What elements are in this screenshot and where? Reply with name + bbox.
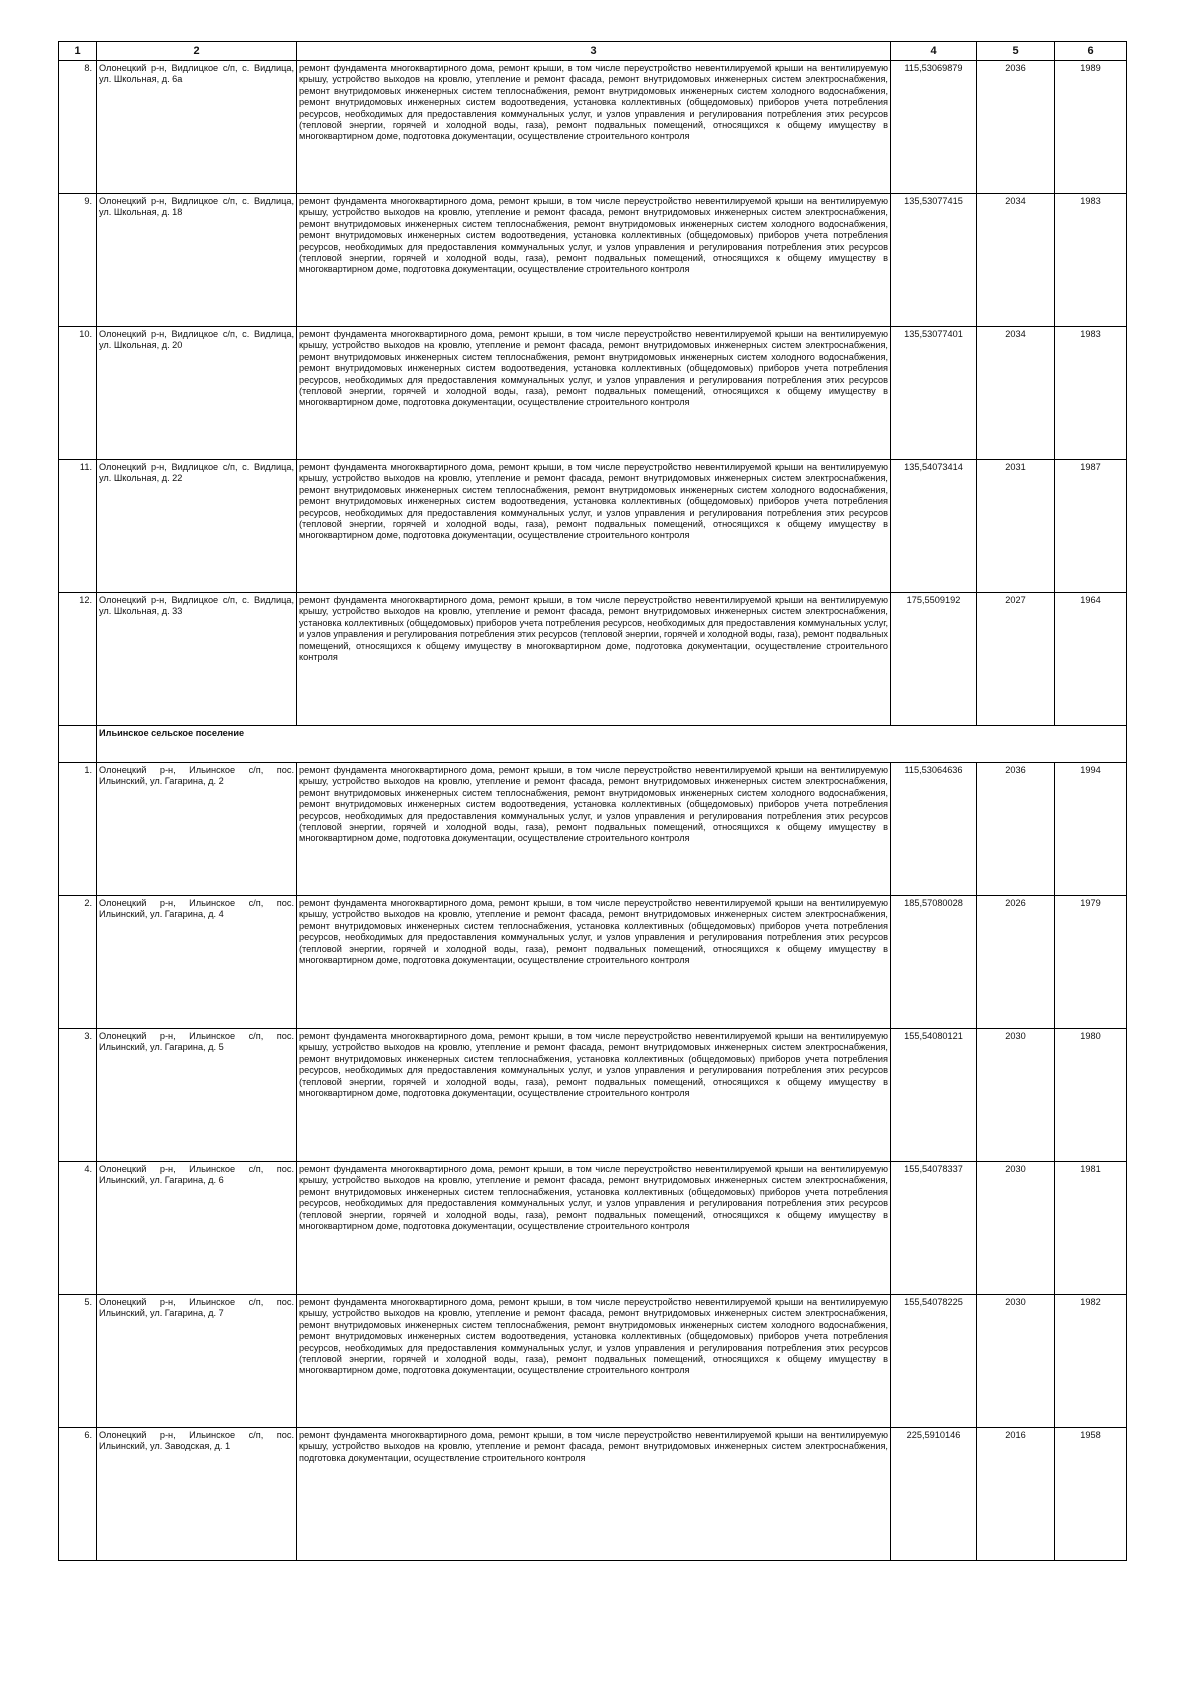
section-title: Ильинское сельское поселение xyxy=(97,726,1127,763)
row-value-4: 135,54073414 xyxy=(891,460,977,593)
table-row xyxy=(59,327,1127,460)
row-value-5: 2030 xyxy=(977,1162,1055,1295)
row-value-5: 2027 xyxy=(977,593,1055,726)
row-value-5: 2034 xyxy=(977,327,1055,460)
column-number-header-row xyxy=(59,42,1127,61)
row-number: 8. xyxy=(59,61,97,194)
row-value-4: 155,54078337 xyxy=(891,1162,977,1295)
row-address: Олонецкий р-н, Ильинское с/п, пос. Ильинский, ул. Гагарина, д. 5 xyxy=(97,1029,297,1162)
table-row xyxy=(59,1295,1127,1428)
row-value-6: 1964 xyxy=(1055,593,1127,726)
column-header-3: 3 xyxy=(297,42,891,61)
row-number: 1. xyxy=(59,763,97,896)
row-value-4: 135,53077415 xyxy=(891,194,977,327)
column-header-4: 4 xyxy=(891,42,977,61)
row-value-5: 2036 xyxy=(977,763,1055,896)
section-header-row xyxy=(59,726,1127,763)
row-value-4: 175,5509192 xyxy=(891,593,977,726)
row-works: ремонт фундамента многоквартирного дома, ремонт крыши, в том числе переустройство невентилируемой крыши на вентилируемую крышу, устройство выходов на кровлю, утепление и ремонт фасада, ремонт внутридомовых инженерных систем электроснабжения, ремонт внутридомовых инженерных систем теплоснабжения, ремонт внутридомовых инженерных систем холодного водоснабжения, ремонт внутридомовых инженерных систем водоотведения, установка коллективных (общедомовых) приборов учета потребления ресурсов, необходимых для предоставления коммунальных услуг, и узлов управления и регулирования потребления этих ресурсов (тепловой энергии, горячей и холодной воды, газа), ремонт подвальных помещений, относящихся к общему имуществу в многоквартирном доме, подготовка документации, осуществление строительного контроля xyxy=(297,460,891,593)
row-value-5: 2031 xyxy=(977,460,1055,593)
column-header-6: 6 xyxy=(1055,42,1127,61)
row-value-6: 1987 xyxy=(1055,460,1127,593)
row-value-5: 2026 xyxy=(977,896,1055,1029)
row-address: Олонецкий р-н, Видлицкое с/п, с. Видлица, ул. Школьная, д. 18 xyxy=(97,194,297,327)
column-header-5: 5 xyxy=(977,42,1055,61)
row-number: 5. xyxy=(59,1295,97,1428)
row-address: Олонецкий р-н, Ильинское с/п, пос. Ильинский, ул. Гагарина, д. 4 xyxy=(97,896,297,1029)
table-row xyxy=(59,194,1127,327)
row-value-4: 155,54080121 xyxy=(891,1029,977,1162)
row-works: ремонт фундамента многоквартирного дома, ремонт крыши, в том числе переустройство невентилируемой крыши на вентилируемую крышу, устройство выходов на кровлю, утепление и ремонт фасада, ремонт внутридомовых инженерных систем электроснабжения, ремонт внутридомовых инженерных систем теплоснабжения, установка коллективных (общедомовых) приборов учета потребления ресурсов, необходимых для предоставления коммунальных услуг, и узлов управления и регулирования потребления этих ресурсов (тепловой энергии, горячей и холодной воды, газа), ремонт подвальных помещений, относящихся к общему имуществу в многоквартирном доме, подготовка документации, осуществление строительного контроля xyxy=(297,896,891,1029)
table-row xyxy=(59,593,1127,726)
row-works: ремонт фундамента многоквартирного дома, ремонт крыши, в том числе переустройство невентилируемой крыши на вентилируемую крышу, устройство выходов на кровлю, утепление и ремонт фасада, ремонт внутридомовых инженерных систем электроснабжения, ремонт внутридомовых инженерных систем теплоснабжения, ремонт внутридомовых инженерных систем холодного водоснабжения, ремонт внутридомовых инженерных систем водоотведения, установка коллективных (общедомовых) приборов учета потребления ресурсов, необходимых для предоставления коммунальных услуг, и узлов управления и регулирования потребления этих ресурсов (тепловой энергии, горячей и холодной воды, газа), ремонт подвальных помещений, относящихся к общему имуществу в многоквартирном доме, подготовка документации, осуществление строительного контроля xyxy=(297,763,891,896)
row-number: 3. xyxy=(59,1029,97,1162)
register-table xyxy=(58,41,1127,1561)
row-address: Олонецкий р-н, Видлицкое с/п, с. Видлица, ул. Школьная, д. 22 xyxy=(97,460,297,593)
row-value-5: 2016 xyxy=(977,1428,1055,1561)
row-number: 12. xyxy=(59,593,97,726)
row-address: Олонецкий р-н, Ильинское с/п, пос. Ильинский, ул. Гагарина, д. 6 xyxy=(97,1162,297,1295)
row-value-6: 1981 xyxy=(1055,1162,1127,1295)
row-value-6: 1979 xyxy=(1055,896,1127,1029)
row-works: ремонт фундамента многоквартирного дома, ремонт крыши, в том числе переустройство невентилируемой крыши на вентилируемую крышу, устройство выходов на кровлю, утепление и ремонт фасада, ремонт внутридомовых инженерных систем электроснабжения, ремонт внутридомовых инженерных систем теплоснабжения, ремонт внутридомовых инженерных систем холодного водоснабжения, ремонт внутридомовых инженерных систем водоотведения, установка коллективных (общедомовых) приборов учета потребления ресурсов, необходимых для предоставления коммунальных услуг, и узлов управления и регулирования потребления этих ресурсов (тепловой энергии, горячей и холодной воды, газа), ремонт подвальных помещений, относящихся к общему имуществу в многоквартирном доме, подготовка документации, осуществление строительного контроля xyxy=(297,1295,891,1428)
row-value-4: 115,53064636 xyxy=(891,763,977,896)
row-address: Олонецкий р-н, Ильинское с/п, пос. Ильинский, ул. Гагарина, д. 7 xyxy=(97,1295,297,1428)
row-value-6: 1958 xyxy=(1055,1428,1127,1561)
column-header-2: 2 xyxy=(97,42,297,61)
row-value-6: 1983 xyxy=(1055,327,1127,460)
row-works: ремонт фундамента многоквартирного дома, ремонт крыши, в том числе переустройство невентилируемой крыши на вентилируемую крышу, устройство выходов на кровлю, утепление и ремонт фасада, ремонт внутридомовых инженерных систем электроснабжения, ремонт внутридомовых инженерных систем теплоснабжения, ремонт внутридомовых инженерных систем холодного водоснабжения, ремонт внутридомовых инженерных систем водоотведения, установка коллективных (общедомовых) приборов учета потребления ресурсов, необходимых для предоставления коммунальных услуг, и узлов управления и регулирования потребления этих ресурсов (тепловой энергии, горячей и холодной воды, газа), ремонт подвальных помещений, относящихся к общему имуществу в многоквартирном доме, подготовка документации, осуществление строительного контроля xyxy=(297,327,891,460)
row-address: Олонецкий р-н, Ильинское с/п, пос. Ильинский, ул. Гагарина, д. 2 xyxy=(97,763,297,896)
row-value-6: 1994 xyxy=(1055,763,1127,896)
row-address: Олонецкий р-н, Видлицкое с/п, с. Видлица, ул. Школьная, д. 20 xyxy=(97,327,297,460)
row-works: ремонт фундамента многоквартирного дома, ремонт крыши, в том числе переустройство невентилируемой крыши на вентилируемую крышу, устройство выходов на кровлю, утепление и ремонт фасада, ремонт внутридомовых инженерных систем электроснабжения, установка коллективных (общедомовых) приборов учета потребления ресурсов, необходимых для предоставления коммунальных услуг, и узлов управления и регулирования потребления этих ресурсов (тепловой энергии, горячей и холодной воды, газа), ремонт подвальных помещений, относящихся к общему имуществу в многоквартирном доме, подготовка документации, осуществление строительного контроля xyxy=(297,593,891,726)
row-works: ремонт фундамента многоквартирного дома, ремонт крыши, в том числе переустройство невентилируемой крыши на вентилируемую крышу, устройство выходов на кровлю, утепление и ремонт фасада, ремонт внутридомовых инженерных систем электроснабжения, подготовка документации, осуществление строительного контроля xyxy=(297,1428,891,1561)
table-row xyxy=(59,1029,1127,1162)
row-number: 9. xyxy=(59,194,97,327)
table-row xyxy=(59,1428,1127,1561)
table-row xyxy=(59,896,1127,1029)
row-value-6: 1983 xyxy=(1055,194,1127,327)
row-value-5: 2030 xyxy=(977,1029,1055,1162)
row-works: ремонт фундамента многоквартирного дома, ремонт крыши, в том числе переустройство невентилируемой крыши на вентилируемую крышу, устройство выходов на кровлю, утепление и ремонт фасада, ремонт внутридомовых инженерных систем электроснабжения, ремонт внутридомовых инженерных систем теплоснабжения, ремонт внутридомовых инженерных систем холодного водоснабжения, ремонт внутридомовых инженерных систем водоотведения, установка коллективных (общедомовых) приборов учета потребления ресурсов, необходимых для предоставления коммунальных услуг, и узлов управления и регулирования потребления этих ресурсов (тепловой энергии, горячей и холодной воды, газа), ремонт подвальных помещений, относящихся к общему имуществу в многоквартирном доме, подготовка документации, осуществление строительного контроля xyxy=(297,61,891,194)
row-value-5: 2034 xyxy=(977,194,1055,327)
table-row xyxy=(59,763,1127,896)
row-value-4: 225,5910146 xyxy=(891,1428,977,1561)
row-address: Олонецкий р-н, Видлицкое с/п, с. Видлица, ул. Школьная, д. 6а xyxy=(97,61,297,194)
row-number: 2. xyxy=(59,896,97,1029)
row-value-5: 2036 xyxy=(977,61,1055,194)
row-works: ремонт фундамента многоквартирного дома, ремонт крыши, в том числе переустройство невентилируемой крыши на вентилируемую крышу, устройство выходов на кровлю, утепление и ремонт фасада, ремонт внутридомовых инженерных систем электроснабжения, ремонт внутридомовых инженерных систем теплоснабжения, установка коллективных (общедомовых) приборов учета потребления ресурсов, необходимых для предоставления коммунальных услуг, и узлов управления и регулирования потребления этих ресурсов (тепловой энергии, горячей и холодной воды, газа), ремонт подвальных помещений, относящихся к общему имуществу в многоквартирном доме, подготовка документации, осуществление строительного контроля xyxy=(297,1162,891,1295)
table-row xyxy=(59,1162,1127,1295)
row-value-6: 1989 xyxy=(1055,61,1127,194)
register-table-sheet xyxy=(58,41,1126,1561)
row-number: 10. xyxy=(59,327,97,460)
row-value-6: 1980 xyxy=(1055,1029,1127,1162)
row-number: 6. xyxy=(59,1428,97,1561)
row-value-4: 115,53069879 xyxy=(891,61,977,194)
section-number-cell xyxy=(59,726,97,763)
row-number: 4. xyxy=(59,1162,97,1295)
column-header-1: 1 xyxy=(59,42,97,61)
table-row xyxy=(59,61,1127,194)
row-value-6: 1982 xyxy=(1055,1295,1127,1428)
row-value-5: 2030 xyxy=(977,1295,1055,1428)
row-address: Олонецкий р-н, Ильинское с/п, пос. Ильинский, ул. Заводская, д. 1 xyxy=(97,1428,297,1561)
row-number: 11. xyxy=(59,460,97,593)
row-value-4: 185,57080028 xyxy=(891,896,977,1029)
row-value-4: 155,54078225 xyxy=(891,1295,977,1428)
row-works: ремонт фундамента многоквартирного дома, ремонт крыши, в том числе переустройство невентилируемой крыши на вентилируемую крышу, устройство выходов на кровлю, утепление и ремонт фасада, ремонт внутридомовых инженерных систем электроснабжения, ремонт внутридомовых инженерных систем теплоснабжения, ремонт внутридомовых инженерных систем холодного водоснабжения, ремонт внутридомовых инженерных систем водоотведения, установка коллективных (общедомовых) приборов учета потребления ресурсов, необходимых для предоставления коммунальных услуг, и узлов управления и регулирования потребления этих ресурсов (тепловой энергии, горячей и холодной воды, газа), ремонт подвальных помещений, относящихся к общему имуществу в многоквартирном доме, подготовка документации, осуществление строительного контроля xyxy=(297,194,891,327)
row-address: Олонецкий р-н, Видлицкое с/п, с. Видлица, ул. Школьная, д. 33 xyxy=(97,593,297,726)
table-row xyxy=(59,460,1127,593)
row-works: ремонт фундамента многоквартирного дома, ремонт крыши, в том числе переустройство невентилируемой крыши на вентилируемую крышу, устройство выходов на кровлю, утепление и ремонт фасада, ремонт внутридомовых инженерных систем электроснабжения, ремонт внутридомовых инженерных систем теплоснабжения, установка коллективных (общедомовых) приборов учета потребления ресурсов, необходимых для предоставления коммунальных услуг, и узлов управления и регулирования потребления этих ресурсов (тепловой энергии, горячей и холодной воды, газа), ремонт подвальных помещений, относящихся к общему имуществу в многоквартирном доме, подготовка документации, осуществление строительного контроля xyxy=(297,1029,891,1162)
row-value-4: 135,53077401 xyxy=(891,327,977,460)
